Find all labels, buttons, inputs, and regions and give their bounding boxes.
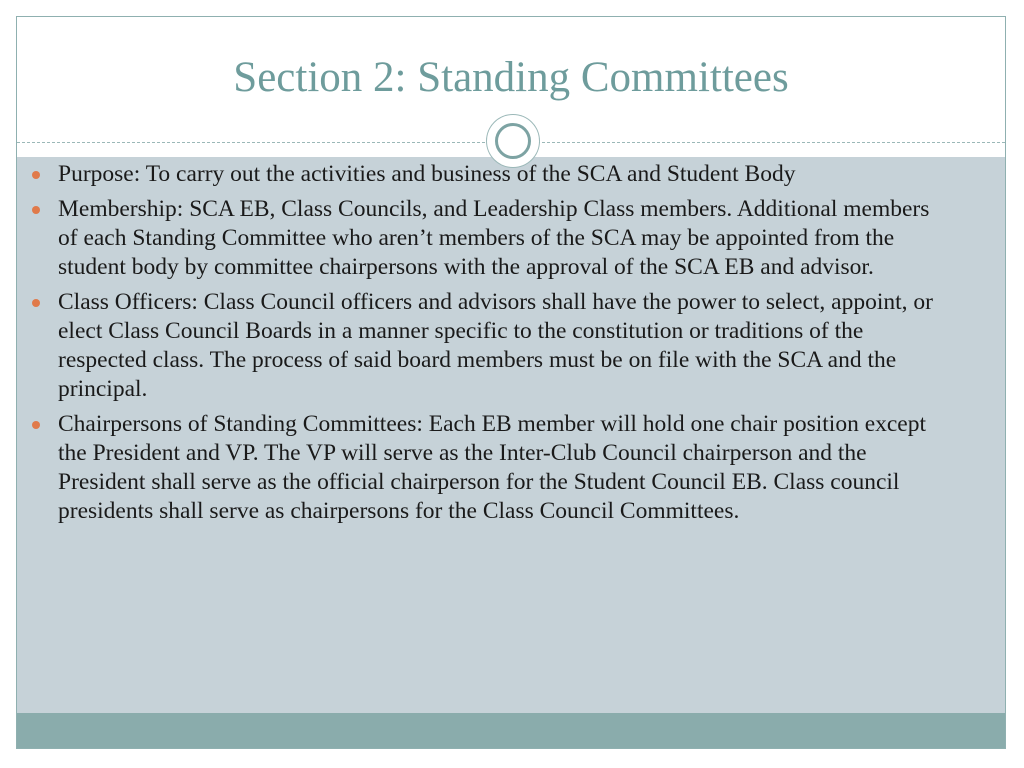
bullet-item-purpose xyxy=(30,160,950,189)
footer-band xyxy=(17,713,1005,748)
bullet-dot-icon xyxy=(32,421,40,429)
bullet-dot-icon xyxy=(32,299,40,307)
slide-title: Section 2: Standing Committees xyxy=(233,54,789,101)
bullet-text: Chairpersons of Standing Committees: Each EB member will hold one chair position except the President and VP. The VP will serve as the Inter-Club Council chairperson and the President shall serve as the official chairperson for the Student Council EB. Class council presidents shall serve as chairpersons for the Class Council Committees. xyxy=(58,411,927,524)
bullet-item-membership xyxy=(30,195,950,282)
bullet-item-class-officers xyxy=(30,288,950,404)
bullet-text: Purpose: To carry out the activities and business of the SCA and Student Body xyxy=(58,161,796,187)
bullet-dot-icon xyxy=(32,171,40,179)
bullet-item-chairpersons xyxy=(30,410,950,526)
bullet-text: Class Officers: Class Council officers and advisors shall have the power to select, appoint, or elect Class Council Boards in a manner specific to the constitution or traditions of the respected class. The process of said board members must be on file with the SCA and the principal. xyxy=(58,289,933,402)
circle-ornament-ring xyxy=(495,123,531,159)
bullet-list xyxy=(30,160,950,532)
bullet-dot-icon xyxy=(32,206,40,214)
bullet-text: Membership: SCA EB, Class Councils, and Leadership Class members. Additional members of each Standing Committee who aren’t members of the SCA may be appointed from the student body by committee chairpersons with the approval of the SCA EB and advisor. xyxy=(58,196,930,280)
